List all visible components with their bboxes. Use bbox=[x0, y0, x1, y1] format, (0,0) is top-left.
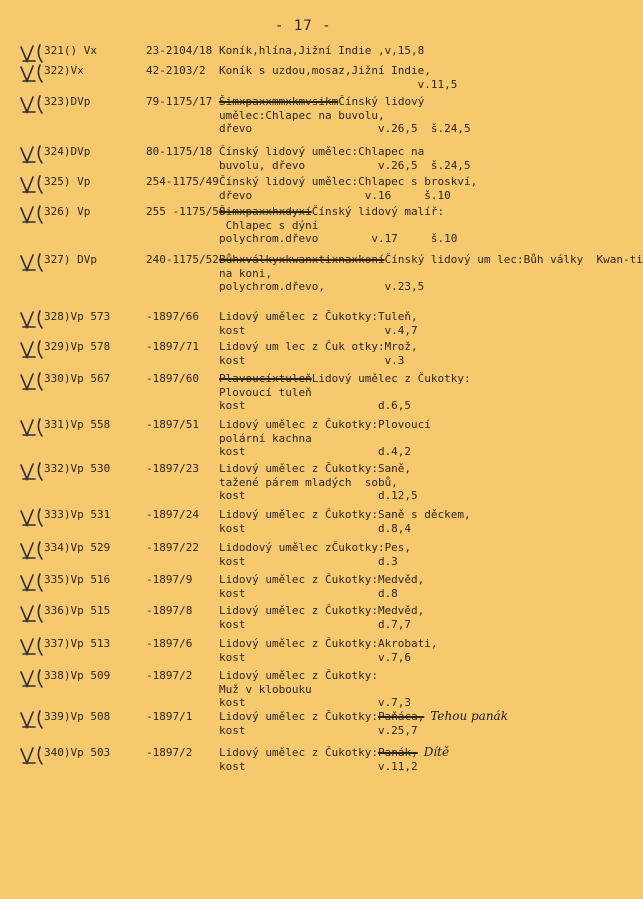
description-line: Plovoucí tuleň bbox=[219, 385, 312, 399]
entry-description bbox=[219, 310, 539, 337]
description-line: kost v.25,7 bbox=[219, 723, 418, 737]
accession-number: 255 -1175/50 bbox=[146, 205, 226, 218]
accession-number: -1897/24 bbox=[146, 508, 199, 521]
description-line: kost d.3 bbox=[219, 554, 398, 568]
entry-number: 339)Vp 508 bbox=[44, 710, 111, 723]
description-line: Čínský lidový umělec:Chlapec s broskví, bbox=[219, 175, 478, 188]
description-line: kost d.8,4 bbox=[219, 521, 412, 535]
struck-text: Šimxpaxxhxdyxí bbox=[219, 205, 312, 218]
page-number: - 17 - bbox=[275, 18, 332, 34]
description-line: Lidový umělec z Čukotky:Plovoucí bbox=[219, 418, 431, 431]
description-line: Lidový umělec z Čukotky:Akrobati, bbox=[219, 637, 438, 650]
description-line: Lidový umělec z Čukotky:Tuleň, bbox=[219, 310, 418, 323]
accession-number: 80-1175/18 bbox=[146, 145, 213, 158]
entry-number: 332)Vp 530 bbox=[44, 462, 111, 475]
entry-description bbox=[219, 710, 539, 737]
entry-description bbox=[219, 175, 539, 202]
accession-number: 42-2103/2 bbox=[146, 64, 206, 77]
accession-number: -1897/71 bbox=[146, 340, 199, 353]
accession-number: -1897/9 bbox=[146, 573, 193, 586]
accession-number: -1897/60 bbox=[146, 372, 199, 385]
description-line: ŠimxpaxxhxdyxíČínský lidový malíř: bbox=[219, 205, 445, 218]
entry-description bbox=[219, 418, 539, 459]
description-line: kost d.7,7 bbox=[219, 617, 412, 631]
handwritten-note: Dítě bbox=[423, 745, 450, 759]
description-line: kost v.11,2 bbox=[219, 759, 418, 773]
entry-description bbox=[219, 669, 539, 710]
accession-number: -1897/1 bbox=[146, 710, 193, 723]
description-line: Koník,hlína,Jižní Indie ,v,15,8 bbox=[219, 44, 425, 57]
entry-description bbox=[219, 44, 539, 58]
struck-text: Šimxpaxxmmxkmvsikm bbox=[219, 95, 339, 108]
entry-description bbox=[219, 340, 539, 367]
description-line: tažené párem mladých sobů, bbox=[219, 475, 398, 489]
entry-description bbox=[219, 541, 539, 568]
entry-number: 326) Vp bbox=[44, 205, 91, 218]
description-line: kost d.8 bbox=[219, 586, 398, 600]
entry-number: 321() Vx bbox=[44, 44, 97, 57]
accession-number: 79-1175/17 bbox=[146, 95, 213, 108]
description-line: Lidový umělec z Čukotky:Medvěd, bbox=[219, 573, 425, 586]
accession-number: -1897/2 bbox=[146, 746, 193, 759]
entry-number: 334)Vp 529 bbox=[44, 541, 111, 554]
description-line: umělec:Chlapec na buvolu, bbox=[219, 108, 385, 122]
accession-number: -1897/6 bbox=[146, 637, 193, 650]
description-line: dřevo v.16 š.10 bbox=[219, 188, 451, 202]
struck-text: Paňáca, bbox=[377, 710, 425, 723]
struck-text: Bůhxválkyxkwanxtixnaxkoní bbox=[219, 253, 385, 266]
description-line: kost d.12,5 bbox=[219, 489, 418, 502]
description-line: buvolu, dřevo v.26,5 š.24,5 bbox=[219, 158, 471, 172]
entry-number: 322)Vx bbox=[44, 64, 84, 77]
accession-number: -1897/8 bbox=[146, 604, 193, 617]
description-line: kost d.6,5 bbox=[219, 399, 412, 412]
struck-text: Plavoucíxtuleň bbox=[219, 372, 312, 385]
entry-number: 327) DVp bbox=[44, 253, 97, 266]
entry-number: 333)Vp 531 bbox=[44, 508, 111, 521]
accession-number: -1897/66 bbox=[146, 310, 199, 323]
description-line: ŠimxpaxxmmxkmvsikmČínský lidový bbox=[219, 95, 425, 108]
entry-description bbox=[219, 145, 539, 172]
description-line: Lidový um lec z Čuk otky:Mrož, bbox=[219, 340, 418, 353]
entry-description bbox=[219, 253, 643, 294]
description-line: kost v.7,6 bbox=[219, 650, 412, 664]
description-line: Lidový umělec z Čukotky:Panák, Dítě bbox=[219, 745, 450, 759]
description-line: Lidodový umělec zČukotky:Pes, bbox=[219, 541, 412, 554]
description-line: polární kachna bbox=[219, 431, 312, 445]
description-line: PlavoucíxtuleňLidový umělec z Čukotky: bbox=[219, 372, 471, 385]
entry-number: 325) Vp bbox=[44, 175, 91, 188]
accession-number: 254-1175/49 bbox=[146, 175, 219, 188]
description-line: BůhxválkyxkwanxtixnaxkoníČínský lidový um lec:Bůh války Kwan-ti bbox=[219, 253, 643, 266]
description-line: dřevo v.26,5 š.24,5 bbox=[219, 122, 471, 135]
accession-number: 240-1175/52 bbox=[146, 253, 219, 266]
entry-description bbox=[219, 205, 539, 246]
entry-description bbox=[219, 604, 539, 631]
entry-number: 336)Vp 515 bbox=[44, 604, 111, 617]
entry-number: 329)Vp 578 bbox=[44, 340, 111, 353]
struck-text: Panák, bbox=[377, 746, 418, 759]
description-line: Lidový umělec z Čukotky:Paňáca, Tehou panák bbox=[219, 709, 508, 723]
entry-number: 328)Vp 573 bbox=[44, 310, 111, 323]
description-line: Lidový umělec z Čukotky: bbox=[219, 669, 378, 682]
description-line: Lidový umělec z Čukotky:Saně s děckem, bbox=[219, 508, 471, 521]
entry-description bbox=[219, 508, 539, 535]
description-line: Chlapec s dýní bbox=[219, 218, 319, 232]
description-line: v.11,5 bbox=[219, 77, 458, 91]
description-line: Čínský lidový umělec:Chlapec na bbox=[219, 145, 425, 158]
entry-description bbox=[219, 637, 539, 664]
entry-number: 340)Vp 503 bbox=[44, 746, 111, 759]
description-line: Koník s uzdou,mosaz,Jižní Indie, bbox=[219, 64, 431, 77]
entry-description bbox=[219, 372, 539, 413]
entry-description bbox=[219, 64, 539, 91]
description-line: kost d.4,2 bbox=[219, 445, 412, 458]
accession-number: -1897/22 bbox=[146, 541, 199, 554]
entry-number: 324)DVp bbox=[44, 145, 91, 158]
description-line: polychrom.dřevo v.17 š.10 bbox=[219, 232, 458, 245]
accession-number: -1897/51 bbox=[146, 418, 199, 431]
entry-number: 323)DVp bbox=[44, 95, 91, 108]
description-line: Lidový umělec z Čukotky:Medvěd, bbox=[219, 604, 425, 617]
entry-number: 335)Vp 516 bbox=[44, 573, 111, 586]
description-line: polychrom.dřevo, v.23,5 bbox=[219, 280, 425, 293]
entry-description bbox=[219, 95, 539, 136]
entry-description bbox=[219, 573, 539, 600]
entry-number: 337)Vp 513 bbox=[44, 637, 111, 650]
description-line: kost v.7,3 bbox=[219, 696, 412, 709]
accession-number: -1897/23 bbox=[146, 462, 199, 475]
handwritten-note: Tehou panák bbox=[430, 709, 508, 723]
entry-description bbox=[219, 746, 539, 773]
description-line: Lidový umělec z Čukotky:Saně, bbox=[219, 462, 412, 475]
accession-number: -1897/2 bbox=[146, 669, 193, 682]
accession-number: 23-2104/18 bbox=[146, 44, 213, 57]
entry-description bbox=[219, 462, 539, 503]
entry-number: 330)Vp 567 bbox=[44, 372, 111, 385]
description-line: kost v.4,7 bbox=[219, 323, 418, 337]
description-line: kost v.3 bbox=[219, 353, 405, 367]
description-line: na koni, bbox=[219, 266, 272, 280]
description-line: Muž v klobouku bbox=[219, 682, 312, 696]
entry-number: 338)Vp 509 bbox=[44, 669, 111, 682]
entry-number: 331)Vp 558 bbox=[44, 418, 111, 431]
